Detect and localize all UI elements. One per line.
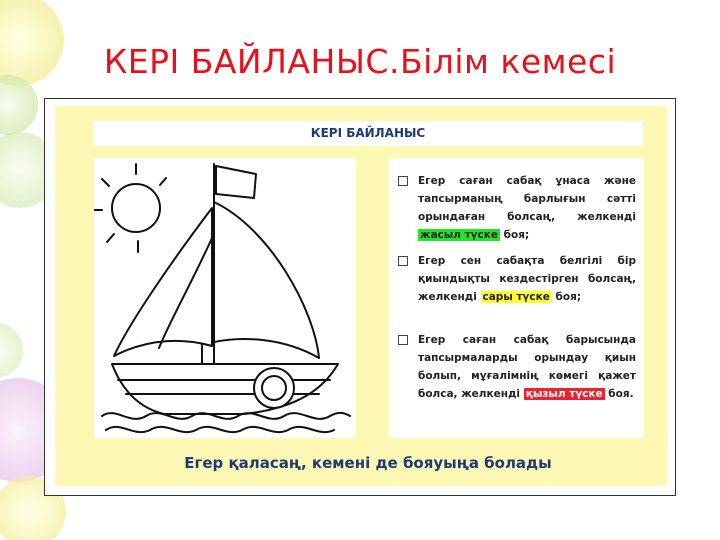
boat-hull xyxy=(112,364,338,414)
instruction-text: Егер саған сабақ ұнаса және тапсырманың барлығын сәтті орындаған болсаң, желкенді xyxy=(418,175,636,223)
instruction-tail: боя; xyxy=(500,229,530,241)
checkbox-bullet-icon xyxy=(398,176,408,186)
sailboat-drawing xyxy=(94,158,356,438)
instruction-text: Егер сен сабақта белгілі бір қиындықты кездестірген болсаң, желкенді xyxy=(418,255,636,303)
instruction-item-red xyxy=(418,331,636,403)
instruction-item-green xyxy=(418,172,636,244)
sun-icon xyxy=(94,164,166,252)
instruction-tail: боя; xyxy=(551,291,582,303)
highlight-green: жасыл түске xyxy=(420,229,499,241)
instruction-item-yellow xyxy=(418,252,636,306)
main-sail xyxy=(214,202,319,358)
footer-caption: Егер қаласаң, кемені де бояуыңа болады xyxy=(184,454,552,472)
page-title: КЕРІ БАЙЛАНЫС.Білім кемесі xyxy=(103,42,617,81)
flag-icon xyxy=(216,166,256,198)
instruction-tail: боя. xyxy=(604,388,634,400)
bubble-green-top xyxy=(0,75,38,135)
sailboat-coloring-image xyxy=(94,158,356,438)
checkbox-bullet-icon xyxy=(398,335,408,345)
panel-heading: КЕРІ БАЙЛАНЫС xyxy=(93,121,643,146)
highlight-red: қызыл түске xyxy=(525,388,603,400)
highlight-yellow: сары түске xyxy=(482,291,550,303)
checkbox-bullet-icon xyxy=(398,256,408,266)
lifebuoy-icon xyxy=(254,368,294,408)
bubble-green-bottom xyxy=(0,322,23,378)
instruction-text: Егер саған сабақ барысында тапсырмаларды орындау қиын болып, мұғалімнің көмегі қажет болса, желкенді xyxy=(418,334,636,400)
